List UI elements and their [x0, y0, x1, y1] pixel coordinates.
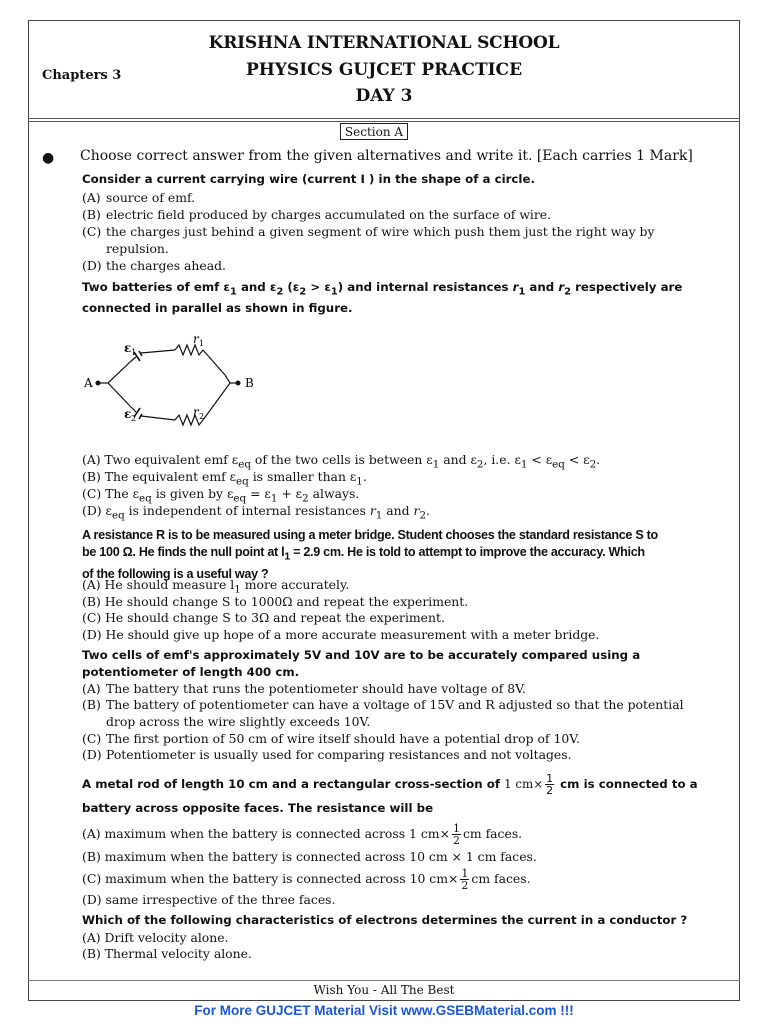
svg-text:2: 2: [199, 412, 205, 421]
label-eps2: ε: [124, 407, 132, 421]
day-title: DAY 3: [355, 86, 413, 106]
section-label: Section A: [340, 123, 408, 140]
q4-option-c: (C) The first portion of 50 cm of wire itself should have a potential drop of 10V.: [82, 731, 580, 746]
footer-text: Wish You - All The Best: [313, 983, 455, 997]
q2-option-c: (C) The $\varepsilon_{eq}$ is given by $\varepsilon_{eq} = \varepsilon_1 + \varepsilon_2$ always.: [82, 486, 360, 505]
q2-option-d: (D) $\varepsilon_{eq}$ is independent of internal resistances $r_1$ and $r_2$.: [82, 503, 430, 522]
q1-option-a: (A) source of emf.: [82, 190, 196, 205]
q4-option-a: (A) The battery that runs the potentiometer should have voltage of 8V.: [82, 681, 526, 696]
subject-title: PHYSICS GUJCET PRACTICE: [245, 60, 523, 80]
q1-option-d: (D) the charges ahead.: [82, 258, 226, 273]
question-2: Two batteries of emf $\varepsilon_1$ and $\varepsilon_2$ $(\varepsilon_2 > \varepsilon_1)$ and internal resistances $r_1$ and $r_2$ respectively are connected in parallel as shown in figure.: [82, 280, 683, 316]
school-name: KRISHNA INTERNATIONAL SCHOOL: [208, 33, 560, 53]
q6-option-a: (A) Drift velocity alone.: [82, 930, 229, 945]
label-r2: r: [193, 405, 199, 419]
label-b: B: [245, 376, 254, 390]
q5-option-b: (B) maximum when the battery is connected across 10 cm × 1 cm faces.: [82, 849, 537, 864]
bullet-icon: ●: [42, 150, 55, 166]
question-1: Consider a current carrying wire (current I ) in the shape of a circle.: [82, 172, 535, 186]
header-divider-double: [28, 121, 740, 122]
svg-text:1: 1: [199, 339, 205, 348]
q5-option-c: (C) maximum when the battery is connected across 10 cm× $\frac{1}{2}$ cm faces.: [82, 867, 531, 892]
question-4: Two cells of emf's approximately 5V and 10V are to be accurately compared using a potentiometer of length 400 cm.: [82, 648, 641, 679]
label-eps1: ε: [124, 341, 132, 355]
q4-option-b: (B) The battery of potentiometer can have a voltage of 15V and R adjusted so that the potential drop across the wire slightly exceeds 10V.: [82, 697, 684, 729]
q6-option-b: (B) Thermal velocity alone.: [82, 946, 252, 961]
q3-option-d: (D) He should give up hope of a more accurate measurement with a meter bridge.: [82, 627, 600, 642]
header-divider: [28, 118, 740, 119]
question-5: A metal rod of length 10 cm and a rectangular cross-section of 1 cm× $\frac{1}{2}$ cm is connected to a battery across opposite faces. The resistance will be: [82, 772, 698, 815]
circuit-diagram: [80, 330, 280, 440]
q4-option-d: (D) Potentiometer is usually used for comparing resistances and not voltages.: [82, 747, 572, 762]
q5-option-a: (A) maximum when the battery is connected across 1 cm× $\frac{1}{2}$ cm faces.: [82, 822, 523, 847]
q3-option-a: (A) He should measure $l_1$ more accurately.: [82, 577, 350, 596]
fraction-half: $\frac{1}{2}$: [546, 772, 554, 797]
question-3: A resistance R is to be measured using a meter bridge. Student chooses the standard resistance S to be 100 Ω. He finds the null point at $l_1 = 2.9$ cm. He is told to attempt to improve the accuracy. Which of the following is a useful way ?: [82, 528, 658, 581]
promo-link[interactable]: For More GUJCET Material Visit www.GSEBMaterial.com !!!: [194, 1003, 574, 1018]
footer-divider: [28, 980, 740, 981]
chapter-label: Chapters 3: [42, 68, 122, 83]
label-a: A: [84, 376, 93, 390]
q1-option-c: (C) the charges just behind a given segment of wire which push them just the right way by repulsion.: [82, 224, 655, 256]
node-b: [236, 381, 241, 386]
node-a: [96, 381, 101, 386]
q3-option-c: (C) He should change S to 3Ω and repeat the experiment.: [82, 610, 445, 625]
q3-option-b: (B) He should change S to 1000Ω and repeat the experiment.: [82, 594, 469, 609]
q1-option-b: (B) electric field produced by charges accumulated on the surface of wire.: [82, 207, 552, 222]
q2-option-a: (A) Two equivalent emf $\varepsilon_{eq}$ of the two cells is between $\varepsilon_1$ and $\varepsilon_2$, i.e. $\varepsilon_1 < \varepsilon_{eq} < \varepsilon_2$.: [82, 452, 601, 471]
question-6: Which of the following characteristics of electrons determines the current in a conductor ?: [82, 913, 688, 927]
svg-text:2: 2: [131, 414, 137, 423]
q2-option-b: (B) The equivalent emf $\varepsilon_{eq}$ is smaller than $\varepsilon_1$.: [82, 469, 367, 488]
q5-option-d: (D) same irrespective of the three faces.: [82, 892, 336, 907]
label-r1: r: [193, 332, 199, 346]
instruction-text: Choose correct answer from the given alternatives and write it. [Each carries 1 Mark]: [80, 148, 693, 164]
svg-text:1: 1: [131, 348, 137, 357]
